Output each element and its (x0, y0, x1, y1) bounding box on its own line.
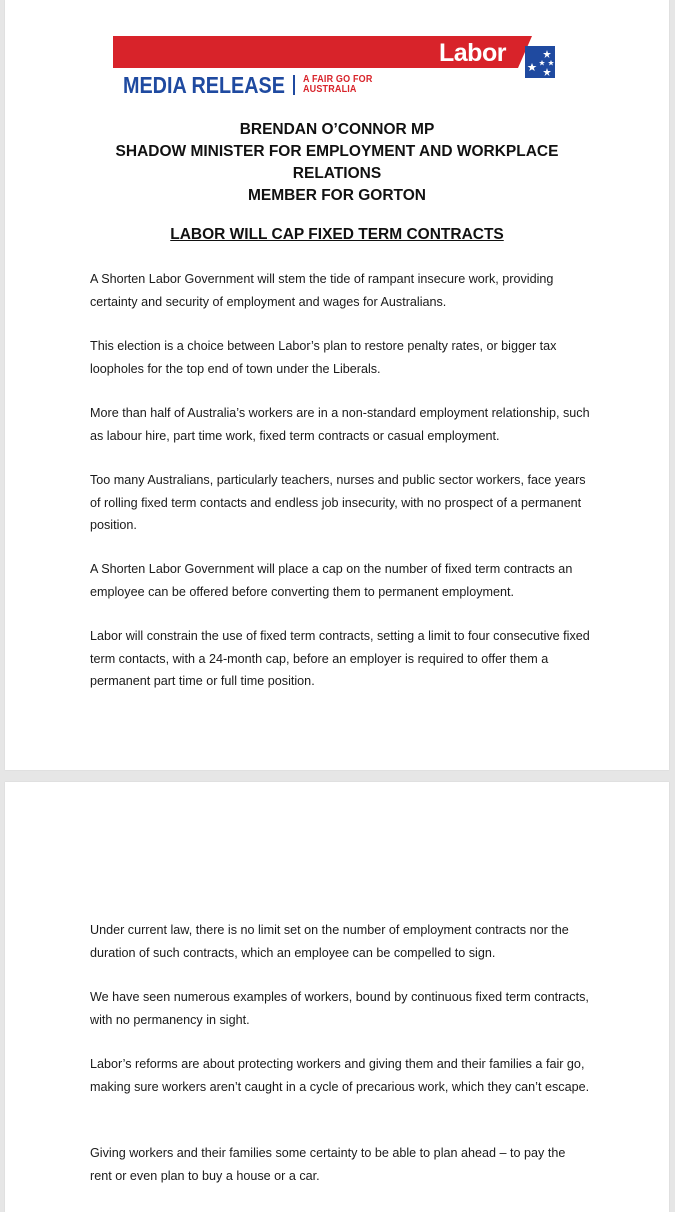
paragraph: Too many Australians, particularly teachers, nurses and public sector workers, face years of rolling fixed term contacts and endless job insecurity, with no prospect of a permanent position. (90, 473, 586, 532)
member-heading (5, 119, 669, 207)
tagline-line-2: AUSTRALIA (303, 84, 357, 95)
media-release-banner (113, 36, 555, 100)
paragraph: We have seen numerous examples of workers, bound by continuous fixed term contracts, with no permanency in sight. (90, 990, 589, 1027)
paragraph: A Shorten Labor Government will place a cap on the number of fixed term contracts an employee can be offered before converting them to permanent employment. (90, 562, 573, 599)
labor-logo-text: Labor (439, 39, 506, 67)
paragraph: More than half of Australia’s workers are in a non-standard employment relationship, such as labour hire, part time work, fixed term contracts or casual employment. (90, 406, 590, 443)
document-page-1 (5, 0, 669, 770)
banner-separator (293, 75, 295, 95)
member-electorate: MEMBER FOR GORTON (248, 187, 426, 204)
paragraph: Under current law, there is no limit set on the number of employment contracts nor the duration of such contracts, which an employee can be compelled to sign. (90, 923, 569, 960)
release-line (123, 73, 380, 97)
paragraph: This election is a choice between Labor’s plan to restore penalty rates, or bigger tax loopholes for the top end of town under the Liberals. (90, 339, 557, 376)
paragraph: Giving workers and their families some certainty to be able to plan ahead – to pay the rent or even plan to buy a house or a car. (90, 1146, 566, 1183)
paragraph: Labor’s reforms are about protecting workers and giving them and their families a fair go, making sure workers aren’t caught in a cycle of precarious work, which they can’t escape. (90, 1057, 590, 1094)
media-release-label: MEDIA RELEASE (123, 71, 285, 98)
member-role-line-1: SHADOW MINISTER FOR EMPLOYMENT AND WORKPLACE (115, 143, 559, 160)
member-role-line-2: RELATIONS (292, 165, 382, 182)
tagline-line-1: A FAIR GO FOR (303, 74, 373, 85)
paragraph: Labor will constrain the use of fixed term contracts, setting a limit to four consecutive fixed term contacts, with a 24-month cap, before an employer is required to offer them a permanent part time or full time position. (90, 629, 590, 688)
paragraph: A Shorten Labor Government will stem the tide of rampant insecure work, providing certainty and security of employment and wages for Australians. (90, 272, 554, 309)
member-name: BRENDAN O’CONNOR MP (239, 121, 435, 138)
release-headline: LABOR WILL CAP FIXED TERM CONTRACTS (170, 226, 504, 243)
tagline (303, 75, 373, 95)
document-page-2 (5, 782, 669, 1212)
southern-cross-flag-icon (525, 46, 555, 78)
